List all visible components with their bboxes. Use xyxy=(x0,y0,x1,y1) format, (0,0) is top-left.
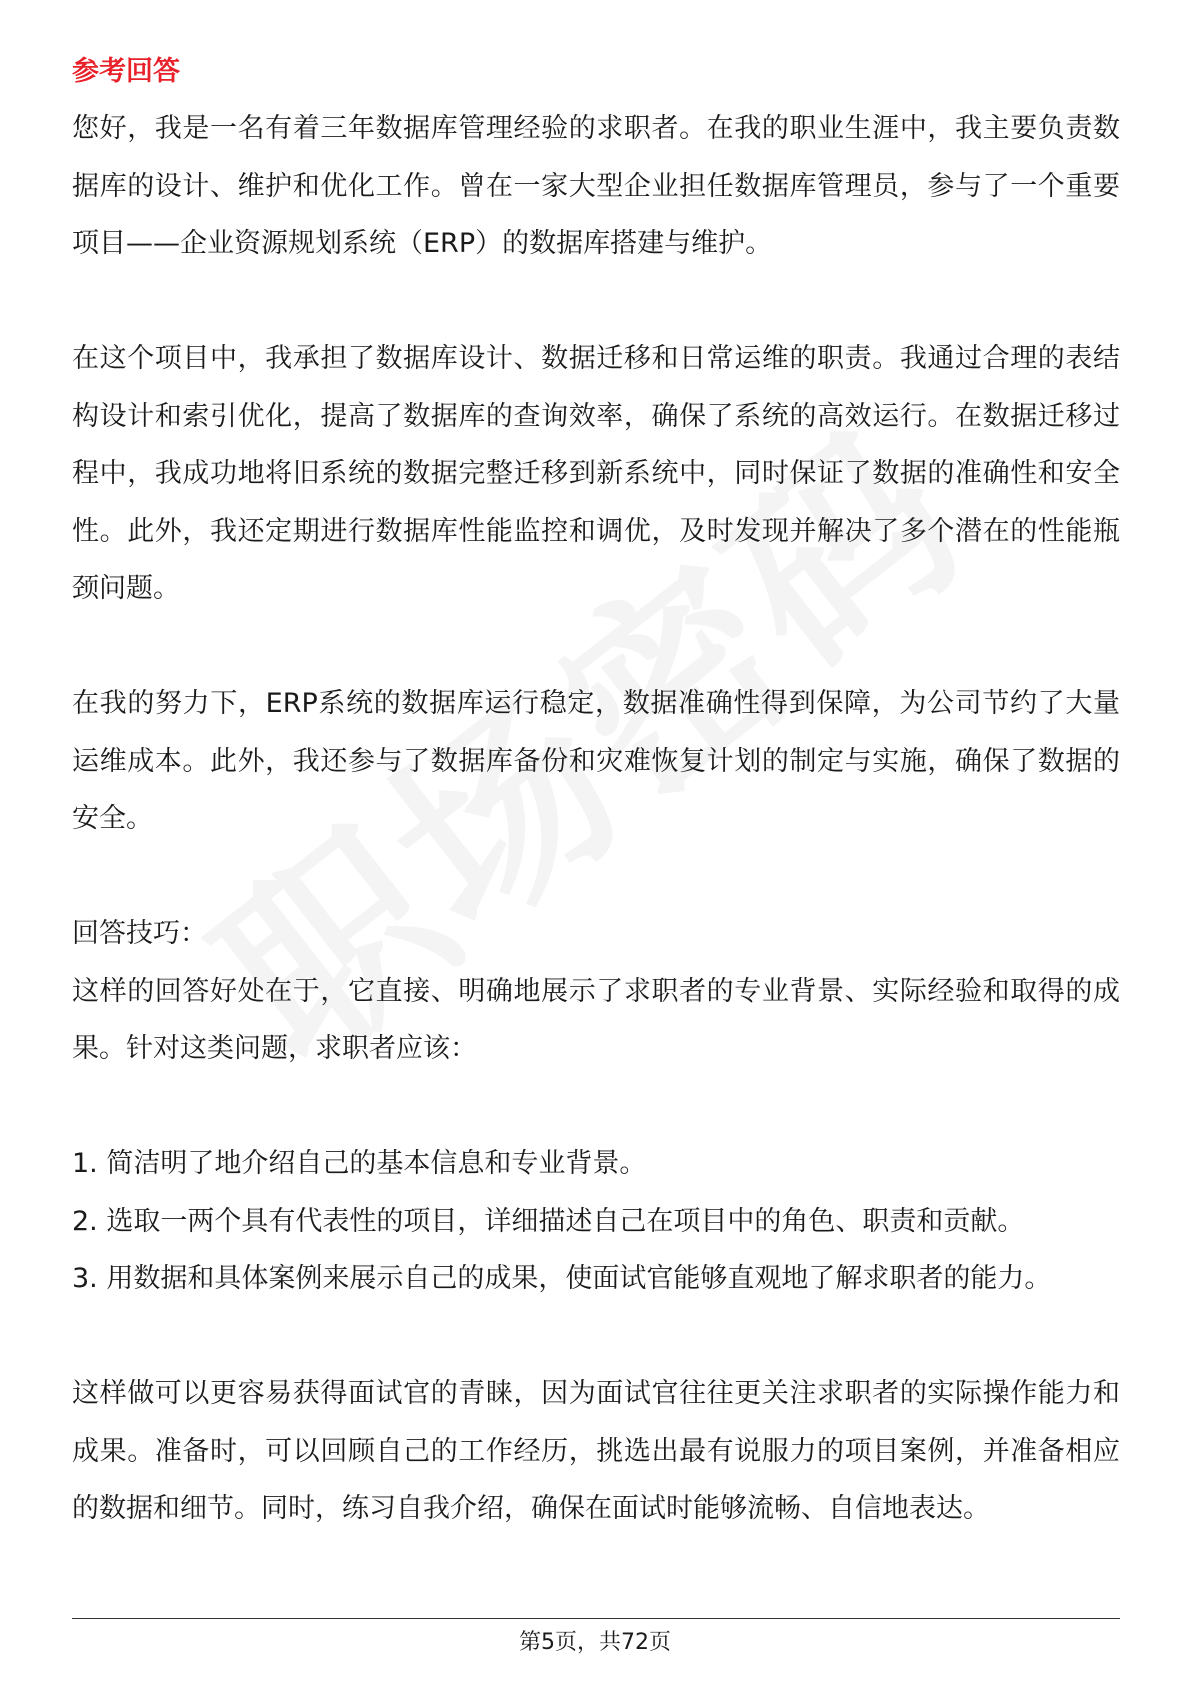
paragraph-gap xyxy=(72,273,1120,331)
paragraph-gap xyxy=(72,618,1120,676)
list-item-3: 3. 用数据和具体案例来展示自己的成果，使面试官能够直观地了解求职者的能力。 xyxy=(72,1263,1052,1294)
page-number: 第5页，共72页 xyxy=(519,1630,671,1655)
list-item-1: 1. 简洁明了地介绍自己的基本信息和专业背景。 xyxy=(72,1148,647,1179)
answer-paragraph-1: 您好，我是一名有着三年数据库管理经验的求职者。在我的职业生涯中，我主要负责数据库的设计、维护和优化工作。曾在一家大型企业担任数据库管理员，参与了一个重要项目——企业资源规划系统（ERP）的数据库搭建与维护。 xyxy=(72,113,1120,259)
paragraph-gap xyxy=(72,848,1120,906)
section-heading: 参考回答 xyxy=(72,56,180,87)
closing-paragraph: 这样做可以更容易获得面试官的青睐，因为面试官往往更关注求职者的实际操作能力和成果。准备时，可以回顾自己的工作经历，挑选出最有说服力的项目案例，并准备相应的数据和细节。同时，练习自我介绍，确保在面试时能够流畅、自信地表达。 xyxy=(72,1378,1120,1524)
footer-divider xyxy=(72,1618,1120,1619)
answer-paragraph-3: 在我的努力下，ERP系统的数据库运行稳定，数据准确性得到保障，为公司节约了大量运维成本。此外，我还参与了数据库备份和灾难恢复计划的制定与实施，确保了数据的安全。 xyxy=(72,688,1120,834)
tips-title: 回答技巧： xyxy=(72,918,207,949)
list-item-2: 2. 选取一两个具有代表性的项目，详细描述自己在项目中的角色、职责和贡献。 xyxy=(72,1205,1025,1237)
answer-paragraph-2: 在这个项目中，我承担了数据库设计、数据迁移和日常运维的职责。我通过合理的表结构设计和索引优化，提高了数据库的查询效率，确保了系统的高效运行。在数据迁移过程中，我成功地将旧系统的数据完整迁移到新系统中，同时保证了数据的准确性和安全性。此外，我还定期进行数据库性能监控和调优，及时发现并解决了多个潜在的性能瓶颈问题。 xyxy=(72,343,1120,604)
tips-paragraph: 这样的回答好处在于，它直接、明确地展示了求职者的专业背景、实际经验和取得的成果。针对这类问题，求职者应该： xyxy=(72,975,1120,1064)
paragraph-gap xyxy=(72,1078,1120,1136)
paragraph-gap xyxy=(72,1308,1120,1366)
document-body xyxy=(72,44,1120,1538)
